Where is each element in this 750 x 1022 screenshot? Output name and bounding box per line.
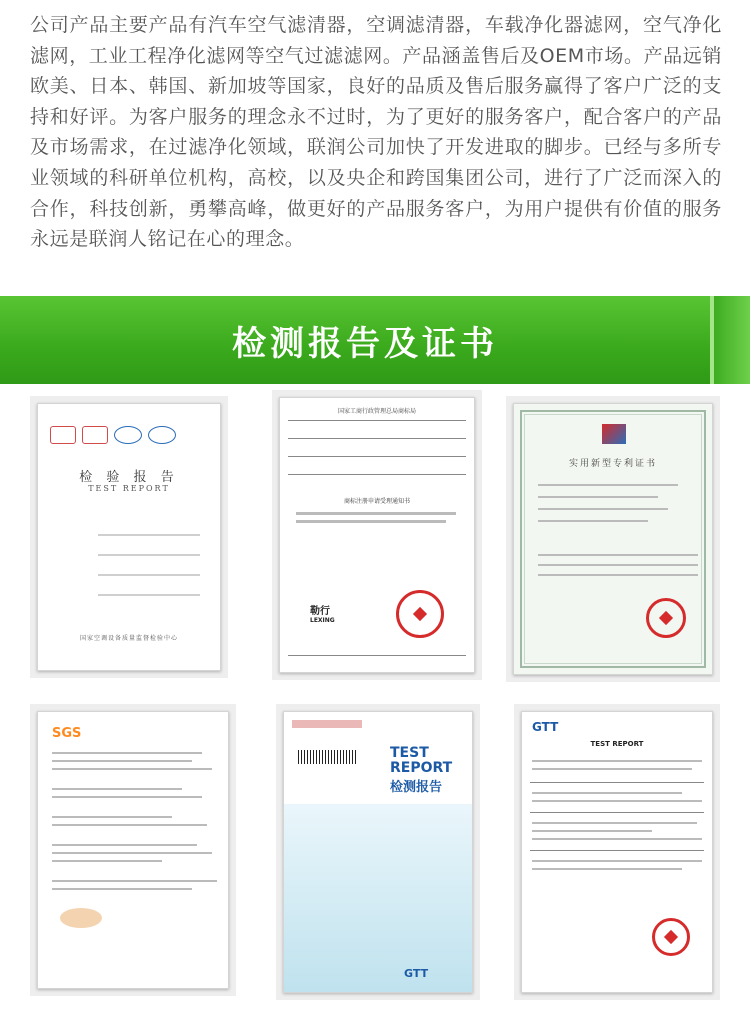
text-line xyxy=(538,508,668,510)
text-line xyxy=(532,800,702,802)
text-line xyxy=(538,484,678,486)
certificate-document xyxy=(283,711,473,993)
sgs-stamp xyxy=(60,908,102,928)
certificate-utility-patent[interactable] xyxy=(506,396,720,682)
text-line xyxy=(52,824,207,826)
certificate-document xyxy=(37,403,221,671)
text-line xyxy=(532,792,682,794)
trademark-mark xyxy=(310,602,335,624)
official-seal xyxy=(396,590,444,638)
table-line xyxy=(288,474,466,475)
certificate-gtt-cover[interactable] xyxy=(276,704,480,1000)
text-line xyxy=(52,844,197,846)
form-line xyxy=(98,554,200,556)
table-line xyxy=(530,812,704,813)
gtt-logo: GTT xyxy=(404,967,429,980)
cma-logo xyxy=(50,426,76,444)
report-title-en: TEST REPORT xyxy=(390,745,453,776)
footer-line xyxy=(288,655,466,656)
text-line xyxy=(532,868,682,870)
text-line xyxy=(532,768,692,770)
text-line xyxy=(532,860,702,862)
text-line xyxy=(538,574,698,576)
certificate-document xyxy=(37,711,229,989)
patent-title: 实用新型专利证书 xyxy=(568,459,657,469)
report-title: 检 验 报 告 xyxy=(79,470,179,485)
text-line xyxy=(538,496,658,498)
accreditation-strip xyxy=(292,720,362,728)
text-line xyxy=(52,880,217,882)
notice-title: 商标注册申请受理通知书 xyxy=(343,498,410,505)
report-subtitle: TEST REPORT xyxy=(88,484,170,493)
company-intro xyxy=(0,0,750,296)
text-line xyxy=(532,822,697,824)
certificate-document xyxy=(521,711,713,993)
text-line xyxy=(52,860,162,862)
text-line xyxy=(52,760,192,762)
text-line xyxy=(52,852,212,854)
form-line xyxy=(98,534,200,536)
text-line xyxy=(296,520,446,523)
table-line xyxy=(288,420,466,421)
ilac-logo xyxy=(114,426,142,444)
certificate-trademark-notice[interactable] xyxy=(272,390,482,680)
certificate-gallery xyxy=(0,384,750,1022)
certificate-test-report-1[interactable] xyxy=(30,396,228,678)
gtt-logo: GTT xyxy=(532,720,559,734)
certificate-sgs-report[interactable] xyxy=(30,704,236,996)
intro-paragraph: 公司产品主要产品有汽车空气滤清器，空调滤清器，车载净化器滤网，空气净化滤网，工业工程净化滤网等空气过滤滤网。产品涵盖售后及OEM市场。产品远销欧美、日本、韩国、新加坡等国家，良好的品质及售后服务赢得了客户广泛的支持和好评。为客户服务的理念永不过时，为了更好的服务客户，配合客户的产品及市场需求，在过滤净化领域，联润公司加快了开发进取的脚步。已经与多所专业领域的科研单位机构，高校，以及央企和跨国集团公司，进行了广泛而深入的合作，科技创新，勇攀高峰，做更好的产品服务客户，为用户提供有价值的服务永远是联润人铭记在心的理念。 xyxy=(30,14,722,251)
certificate-document xyxy=(279,397,475,673)
text-line xyxy=(52,768,212,770)
certificate-gtt-report[interactable] xyxy=(514,704,720,1000)
text-line xyxy=(538,564,698,566)
cover-gradient xyxy=(284,804,472,992)
patent-office-emblem xyxy=(602,424,626,444)
text-line xyxy=(538,520,648,522)
text-line xyxy=(52,752,202,754)
text-line xyxy=(532,760,702,762)
text-line xyxy=(52,796,202,798)
cnas-logo xyxy=(148,426,176,444)
report-heading: TEST REPORT xyxy=(590,740,644,748)
issuer-name: 国家空调设备质量监督检验中心 xyxy=(79,635,178,642)
certificate-document xyxy=(513,403,713,675)
text-line xyxy=(52,816,172,818)
report-title-cn: 检测报告 xyxy=(390,780,443,795)
barcode xyxy=(298,750,358,764)
section-banner xyxy=(0,296,750,384)
form-line xyxy=(98,574,200,576)
section-title: 检测报告及证书 xyxy=(232,323,498,364)
cal-logo xyxy=(82,426,108,444)
table-line xyxy=(530,850,704,851)
accreditation-logos xyxy=(50,426,176,444)
issuer-header: 国家工商行政管理总局商标局 xyxy=(337,408,416,415)
official-seal xyxy=(646,598,686,638)
sgs-logo: SGS xyxy=(52,726,82,741)
text-line xyxy=(532,830,652,832)
text-line xyxy=(52,888,192,890)
text-line xyxy=(296,512,456,515)
table-line xyxy=(288,438,466,439)
trademark-chinese: 勒行 xyxy=(310,606,330,617)
table-line xyxy=(288,456,466,457)
text-line xyxy=(538,554,698,556)
form-line xyxy=(98,594,200,596)
table-line xyxy=(530,782,704,783)
trademark-english: LEXING xyxy=(310,617,335,624)
official-seal xyxy=(652,918,690,956)
text-line xyxy=(52,788,182,790)
text-line xyxy=(532,838,702,840)
